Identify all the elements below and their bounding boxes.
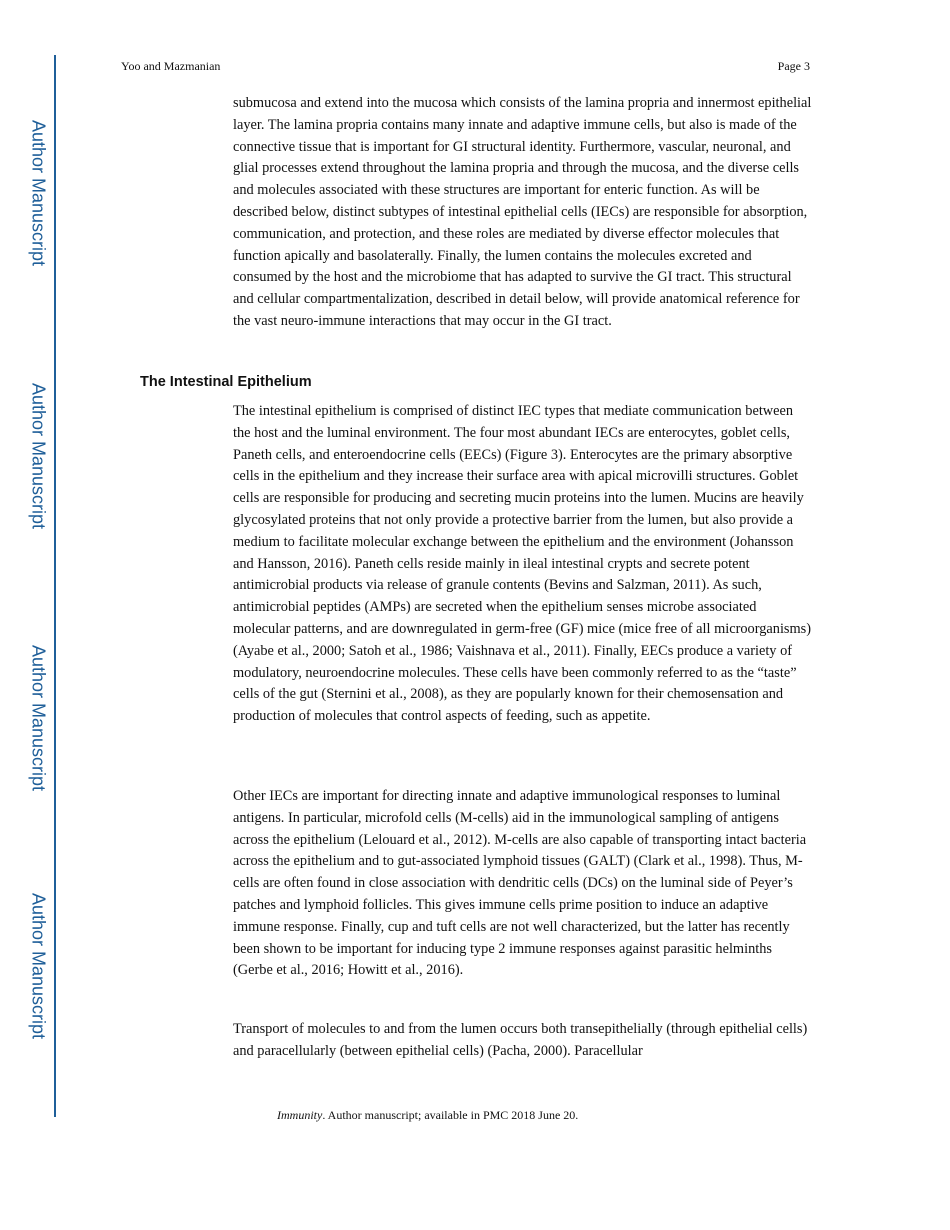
page-number: Page 3 <box>777 59 810 73</box>
body-paragraph: The intestinal epithelium is comprised of distinct IEC types that mediate communication between the host and the luminal environment. The four most abundant IECs are enterocytes, goblet cells, Paneth cells, and enteroendocrine cells (EECs) (Figure 3). Enterocytes are the primary absorptive cells in the epithelium and they increase their surface area with apical microvilli structures. Goblet cells are responsible for producing and secreting mucin proteins into the lumen. Mucins are heavily glycosylated proteins that not only provide a protective barrier from the lumen, but also provide a medium to facilitate molecular exchange between the epithelium and the environment (Johansson and Hansson, 2016). Paneth cells reside mainly in ileal intestinal crypts and secrete potent antimicrobial products via release of granule contents (Bevins and Salzman, 2011). As such, antimicrobial peptides (AMPs) are secreted when the epithelium senses microbe associated molecular patterns, and are downregulated in germ-free (GF) mice (mice free of all microorganisms) (Ayabe et al., 2000; Satoh et al., 1986; Vaishnava et al., 2011). Finally, EECs produce a variety of modulatory, neuroendocrine molecules. These cells have been commonly referred to as the “taste” cells of the gut (Sternini et al., 2008), as they are popularly known for their chemosensation and production of molecules that control aspects of feeding, such as appetite. <box>233 403 812 725</box>
body-paragraph: Other IECs are important for directing innate and adaptive immunological responses to luminal antigens. In particular, microfold cells (M-cells) aid in the immunological sampling of antigens across the epithelium (Lelouard et al., 2012). M-cells are also capable of transporting intact bacteria across the epithelium and to gut-associated lymphoid tissues (GALT) (Clark et al., 1998). Thus, M-cells are often found in close association with dendritic cells (DCs) on the luminal side of Peyer’s patches and lymphoid follicles. This gives immune cells prime position to induce an adaptive immune response. Finally, cup and tuft cells are not well characterized, but the latter has recently been shown to be important for inducing type 2 immune responses against parasitic helminths (Gerbe et al., 2016; Howitt et al., 2016). <box>233 788 807 979</box>
running-head-authors: Yoo and Mazmanian <box>121 59 221 73</box>
body-paragraph: Transport of molecules to and from the lumen occurs both transepithelially (through epithelial cells) and paracellularly (between epithelial cells) (Pacha, 2000). Paracellular <box>233 1021 808 1059</box>
journal-name: Immunity <box>277 1108 323 1122</box>
section-heading: The Intestinal Epithelium <box>140 374 312 390</box>
body-paragraph: submucosa and extend into the mucosa which consists of the lamina propria and innermost epithelial layer. The lamina propria contains many innate and adaptive immune cells, but also is made of the connective tissue that is important for GI structural identity. Furthermore, vascular, neuronal, and glial processes extend throughout the lamina propria and through the mucosa, and the diverse cells and molecules associated with these structures are important for enteric function. As will be described below, distinct subtypes of intestinal epithelial cells (IECs) are responsible for absorption, communication, and protection, and these roles are mediated by diverse effector molecules that function apically and basolaterally. Finally, the lumen contains the molecules excreted and consumed by the host and the microbiome that has adapted to survive the GI tract. This structural and cellular compartmentalization, described in detail below, will provide anatomical reference for the vast neuro-immune interactions that may occur in the GI tract. <box>233 95 812 329</box>
footer-citation <box>277 1108 578 1123</box>
footer-text: . Author manuscript; available in PMC 2018 June 20. <box>322 1108 579 1122</box>
sidebar-rule <box>54 55 56 1117</box>
